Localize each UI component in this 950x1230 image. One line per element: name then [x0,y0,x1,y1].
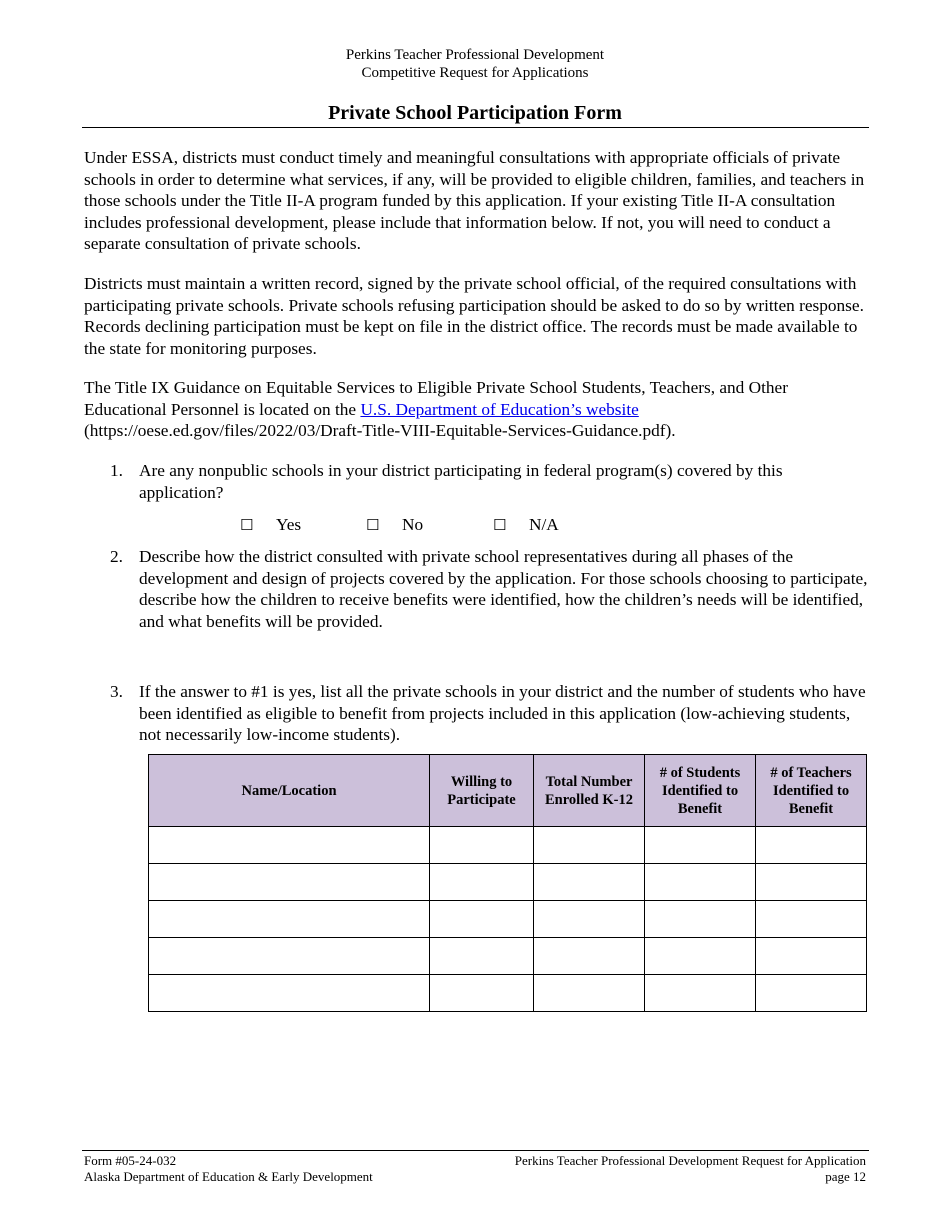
question-text: Describe how the district consulted with private school representatives during all phases of the development and design of projects covered by the application. For those schools choosing to participate, describe how the children to receive benefits were identified, how the children’s needs will be identified, and what benefits will be provided. [139,547,868,631]
header-students-benefit: # of Students Identified to Benefit [645,755,756,827]
question-number: 3. [110,682,123,701]
option-label: N/A [529,515,559,534]
table-cell[interactable] [756,827,867,864]
table-cell[interactable] [756,975,867,1012]
table-row [149,975,867,1012]
table-cell[interactable] [645,827,756,864]
header-name-location: Name/Location [149,755,430,827]
header-willing: Willing to Participate [430,755,534,827]
table-cell[interactable] [756,901,867,938]
question-text: Are any nonpublic schools in your district participating in federal program(s) covered by this application? [139,461,783,502]
table-cell[interactable] [534,864,645,901]
private-schools-table [148,754,867,1012]
records-paragraph: Districts must maintain a written record, signed by the private school official, of the required consultations with participating private schools. Private schools refusing participation should be asked to do so by written response. Records declining participation must be kept on file in the district office. The records must be made available to the state for monitoring purposes. [84,274,864,358]
table-cell[interactable] [149,975,430,1012]
table-cell[interactable] [645,864,756,901]
footer-department: Alaska Department of Education & Early Development [84,1169,373,1184]
header-line-1: Perkins Teacher Professional Development [345,47,605,63]
table-cell[interactable] [430,975,534,1012]
table-cell[interactable] [534,901,645,938]
question-number: 1. [110,461,123,480]
guidance-text-start: The Title IX Guidance on Equitable Services to Eligible Private School Students, Teachers, and Other Educational Personnel is located on the [84,378,788,419]
table-cell[interactable] [430,864,534,901]
table-cell[interactable] [756,938,867,975]
checkbox-icon[interactable]: ☐ [493,516,507,534]
option-yes[interactable] [240,514,301,536]
intro-paragraph: Under ESSA, districts must conduct timely and meaningful consultations with appropriate officials of private schools in order to determine what services, if any, will be provided to eligible children, families, and teachers in those schools under the Title II-A program funded by this application. If your existing Title II-A consultation includes professional development, please include that information below. If not, you will need to conduct a separate consultation of private schools. [84,148,865,253]
table-cell[interactable] [645,938,756,975]
table-cell[interactable] [534,938,645,975]
header-teachers-benefit: # of Teachers Identified to Benefit [756,755,867,827]
table-cell[interactable] [645,901,756,938]
footer-divider [82,1150,869,1151]
table-cell[interactable] [430,827,534,864]
footer-doc-title: Perkins Teacher Professional Development Request for Application [514,1153,866,1168]
option-no[interactable] [366,514,423,536]
table-cell[interactable] [534,975,645,1012]
table-cell[interactable] [149,864,430,901]
table-cell[interactable] [430,938,534,975]
header-total-enrolled: Total Number Enrolled K-12 [534,755,645,827]
table-cell[interactable] [149,901,430,938]
option-label: Yes [276,515,302,534]
table-row [149,901,867,938]
guidance-paragraph [84,377,869,442]
header-line-2: Competitive Request for Applications [361,65,589,81]
table-row [149,864,867,901]
ed-website-link[interactable]: U.S. Department of Education’s website [360,399,639,419]
table-header-row [149,755,867,827]
guidance-text-end: (https://oese.ed.gov/files/2022/03/Draft-Title-VIII-Equitable-Services-Guidance.pdf). [84,421,676,440]
footer-page-number: page 12 [825,1169,866,1184]
option-na[interactable] [493,514,559,536]
checkbox-icon[interactable]: ☐ [240,516,254,534]
table-cell[interactable] [645,975,756,1012]
table-cell[interactable] [534,827,645,864]
page-title: Private School Participation Form [328,102,622,124]
option-label: No [402,515,424,534]
footer-form-number: Form #05-24-032 [84,1153,177,1168]
table-cell[interactable] [149,938,430,975]
checkbox-icon[interactable]: ☐ [366,516,380,534]
table-cell[interactable] [756,864,867,901]
table-row [149,938,867,975]
title-divider [82,127,869,128]
table-cell[interactable] [430,901,534,938]
table-cell[interactable] [149,827,430,864]
question-number: 2. [110,547,123,566]
table-row [149,827,867,864]
question-text: If the answer to #1 is yes, list all the private schools in your district and the number of students who have been identified as eligible to benefit from projects included in this application (low-achieving students, not necessarily low-income students). [139,682,866,744]
